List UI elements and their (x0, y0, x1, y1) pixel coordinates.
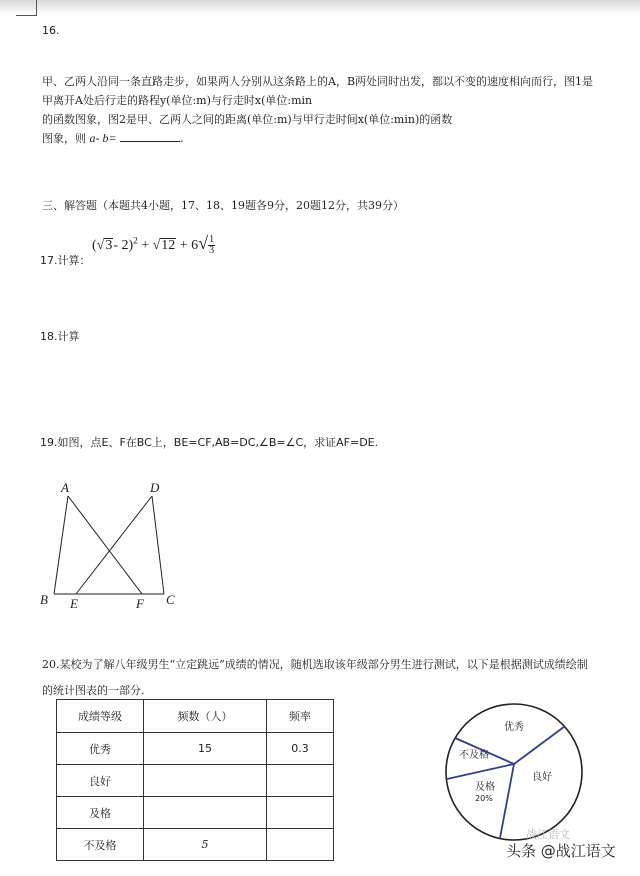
table-cell (144, 765, 267, 797)
formula-square: 2 (133, 235, 138, 246)
segment-DE (76, 496, 152, 594)
formula-paren: ( (92, 238, 97, 253)
answer-blank (120, 131, 180, 142)
formula-plus-6: + 6 (176, 238, 199, 253)
crop-mark (36, 0, 37, 16)
point-label-E: E (70, 596, 78, 611)
crop-mark (16, 15, 37, 16)
question-20-line-1: 20.某校为了解八年级男生“立定跳远”成绩的情况，随机选取该年级部分男生进行测试，以下是根据测试成绩绘制 (42, 658, 588, 671)
question-16-expression: a- b= (89, 131, 117, 145)
table-cell (267, 829, 334, 861)
pie-label-good: 良好 (532, 772, 552, 783)
table-cell (267, 797, 334, 829)
question-16-line-2: 甲离开A处后行走的路程y(单位:m)与行走时x(单位:min (42, 94, 313, 107)
table-header: 成绩等级 (57, 700, 144, 733)
watermark: 头条 @战江语文 (506, 842, 616, 860)
point-label-C: C (166, 592, 175, 607)
table-row (57, 733, 334, 765)
question-20-line-2: 的统计图表的一部分. (42, 684, 145, 697)
fraction-one-third (208, 235, 215, 256)
formula-minus-2: - 2) (113, 238, 134, 253)
segment-DC (152, 496, 164, 594)
question-17-label: 17.计算： (40, 254, 91, 267)
question-16-line-1: 甲、乙两人沿同一条直路走步，如果两人分别从这条路上的A，B两处同时出发，都以不变的速度相向而行，图1是 (42, 75, 594, 88)
triangle-figure (36, 478, 186, 612)
table-cell: 0.3 (267, 733, 334, 765)
question-16-line-3: 的函数图象，图2是甲、乙两人之间的距离(单位:m)与甲行走时间x(单位:min)的函数 (42, 113, 453, 126)
pie-label-pass: 及格 (475, 782, 495, 793)
table-cell: 良好 (57, 765, 144, 797)
question-16-line-4 (42, 131, 184, 145)
sqrt-3: 3 (105, 238, 113, 253)
segment-AF (68, 496, 142, 594)
table-cell: 优秀 (57, 733, 144, 765)
point-label-D: D (150, 480, 160, 495)
question-16-suffix: . (180, 132, 184, 145)
table-header: 频数（人） (144, 700, 267, 733)
point-label-F: F (136, 596, 144, 611)
watermark-ghost: 战江语文 (526, 828, 570, 841)
table-cell: 及格 (57, 797, 144, 829)
point-label-B: B (40, 592, 48, 607)
pie-boundary-pass (500, 764, 514, 839)
question-16-prefix: 图象，则 (42, 132, 86, 145)
point-label-A: A (61, 480, 69, 495)
fraction-numerator: 1 (209, 234, 215, 246)
pie-label-fail: 不及格 (459, 750, 489, 761)
formula-plus: + (137, 238, 153, 253)
section-3-heading: 三、解答题（本题共4小题，17、18、19题各9分，20题12分，共39分） (42, 199, 404, 212)
pie-label-pass-percent: 20% (475, 794, 493, 803)
score-frequency-table (56, 699, 334, 861)
question-16-number: 16. (42, 24, 60, 37)
sqrt-12: 12 (161, 238, 176, 253)
table-cell (267, 765, 334, 797)
segment-AB (54, 496, 68, 594)
table-cell: 15 (144, 733, 267, 765)
table-cell: 不及格 (57, 829, 144, 861)
pie-boundary-fail (446, 764, 514, 779)
question-17-formula: (√3- 2)$^2$ + √12 + 6√ $\frac{1}{3}$ (92, 233, 215, 257)
table-row (57, 797, 334, 829)
table-cell: 5 (144, 829, 267, 861)
table-header-row (57, 700, 334, 733)
pie-label-excellent: 优秀 (504, 722, 524, 733)
table-header: 频率 (267, 700, 334, 733)
question-19-text: 19.如图，点E、F在BC上，BE=CF,AB=DC,∠B=∠C，求证AF=DE. (40, 436, 379, 449)
table-row (57, 829, 334, 861)
table-row (57, 765, 334, 797)
table-cell (144, 797, 267, 829)
page-top-shadow (0, 0, 640, 14)
fraction-denominator: 3 (209, 245, 215, 257)
question-18-label: 18.计算 (40, 330, 80, 343)
